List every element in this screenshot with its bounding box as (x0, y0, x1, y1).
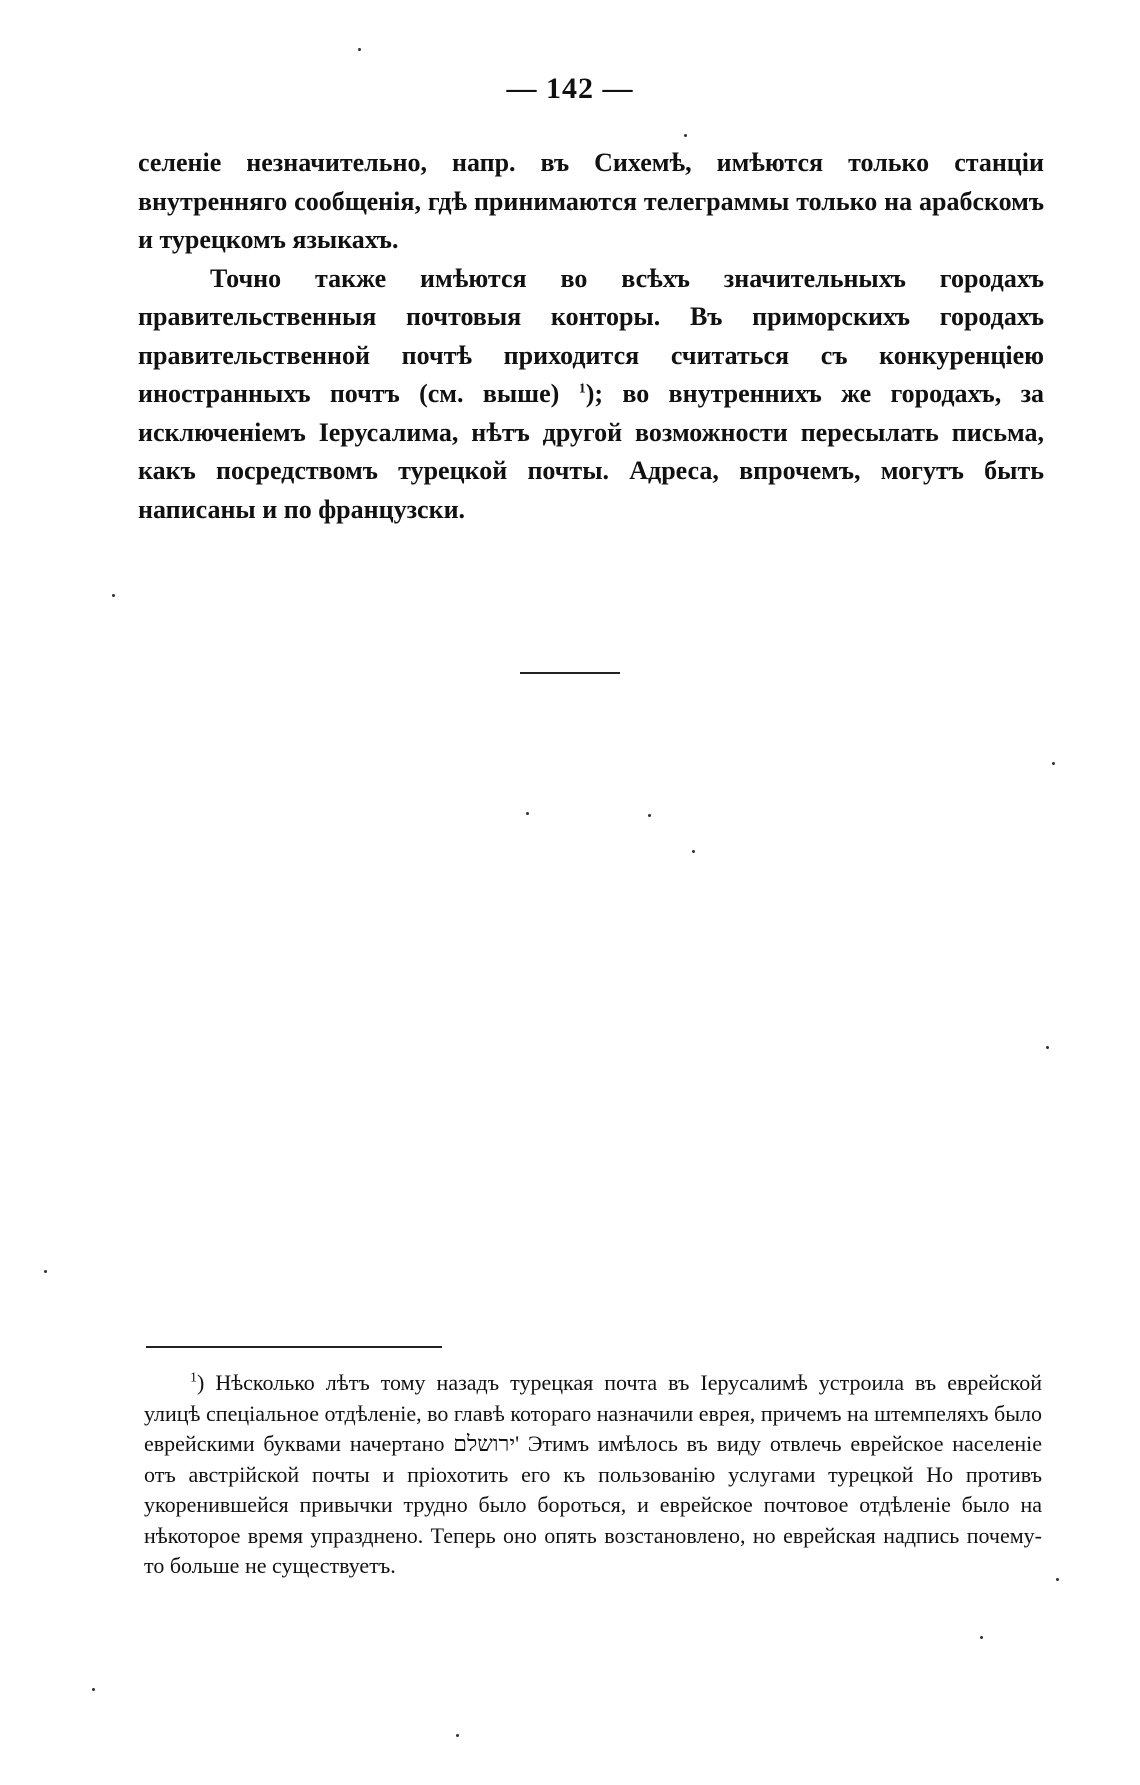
scan-speck (980, 1636, 983, 1639)
footnote-divider (146, 1346, 442, 1348)
footnote-text-part-1: ) Нѣсколько лѣтъ тому назадъ турецкая почта въ Іерусалимѣ устроила въ еврейской улицѣ спеціальное отдѣленіе, во главѣ котораго назначили еврея, причемъ на штемпеляхъ было еврейскими буквами начертано (144, 1370, 1042, 1456)
scan-speck (44, 1270, 47, 1273)
footnote-marker: 1 (190, 1370, 197, 1386)
footnote-text: $^1$) Нѣсколько лѣтъ тому назадъ турецкая почта въ Іерусалимѣ устроила въ еврейской улицѣ спеціальное отдѣленіе, во главѣ котораго назначили еврея, причемъ на штемпеляхъ было еврейскими буквами начертано ירושלם' Этимъ имѣлось въ виду отвлечь еврейское населеніе отъ австрійской почты и пріохотить его къ пользованію услугами турецкой Но противъ укоренившейся привычки трудно было бороться, и еврейское почтовое отдѣленіе было на нѣкоторое время упразднено. Теперь оно опять возстановлено, но еврейская надпись почему-то больше не существуетъ. (144, 1370, 1042, 1578)
scan-speck (1056, 1578, 1059, 1581)
scan-speck (456, 1734, 459, 1737)
main-text (138, 144, 1044, 529)
scan-speck (692, 850, 695, 853)
section-divider (520, 672, 620, 674)
paragraph-2-text: Точно также имѣются во всѣхъ значительныхъ городахъ правительственныя почтовыя конторы. Въ приморскихъ городахъ правительственной почтѣ приходится считаться съ конкуренціею иностранныхъ почтъ (см. выше) (138, 263, 1044, 408)
scan-speck (358, 48, 361, 51)
footnote (144, 1368, 1042, 1582)
paragraph-1: селеніе незначительно, напр. въ Сихемѣ, имѣются только станціи внутренняго сообщенія, гдѣ принимаются телеграммы только на арабскомъ и турецкомъ языкахъ. (138, 148, 1044, 254)
paragraph-2-text-continued: ); во внутреннихъ же городахъ, за исключеніемъ Іерусалима, нѣтъ другой возможности пересылать письма, какъ посредствомъ турецкой почты. Адреса, впрочемъ, могутъ быть написаны и по французски. (138, 379, 1045, 524)
page-number: — 142 — (506, 72, 634, 105)
scan-speck (684, 134, 687, 137)
scan-speck (526, 812, 529, 815)
hebrew-word: ירושלם (453, 1431, 516, 1456)
scan-speck (648, 814, 651, 817)
footnote-reference: 1 (578, 381, 586, 397)
scan-speck (112, 594, 115, 597)
scan-speck (1046, 1046, 1049, 1049)
scan-speck (1052, 762, 1055, 765)
footnote-text-part-2: Этимъ имѣлось въ виду отвлечь еврейское населеніе отъ австрійской почты и пріохотить его къ пользованію услугами турецкой Но противъ укоренившейся привычки трудно было бороться, и еврейское почтовое отдѣленіе было на нѣкоторое время упразднено. Теперь оно опять возстановлено, но еврейская надпись почему-то больше не существуетъ. (144, 1431, 1042, 1578)
scan-speck (92, 1688, 95, 1691)
paragraph-2 (138, 260, 1044, 530)
